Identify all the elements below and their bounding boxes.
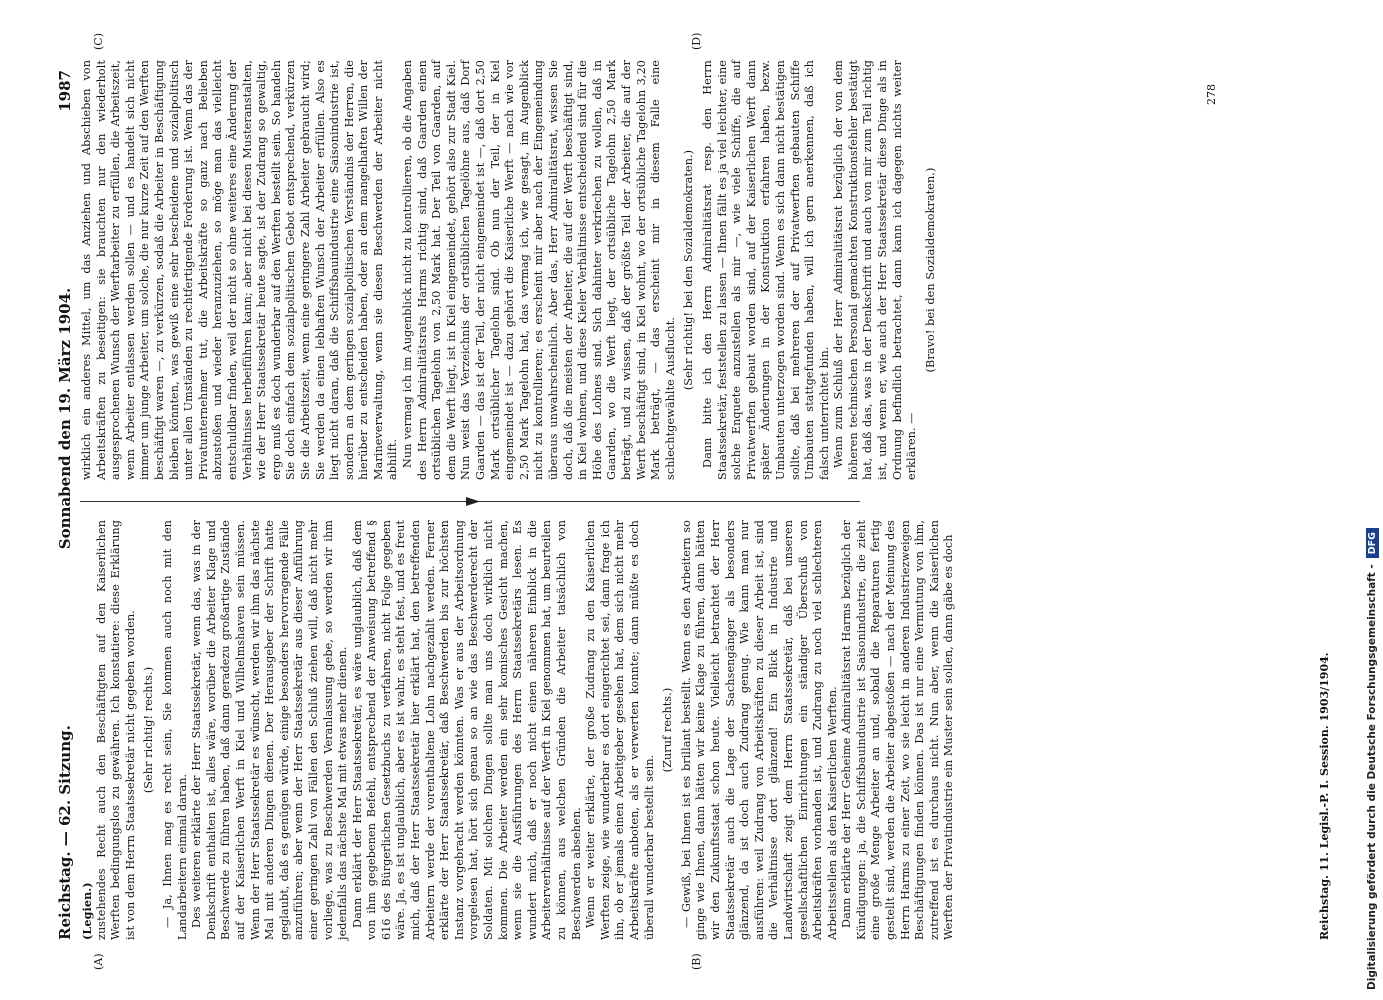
header-left: Reichstag. — 62. Sitzung. (56, 725, 74, 940)
right-paragraph-1: wirklich ein anderes Mittel, um das Anziehen und Abschieben von Arbeitskräften zu beseitigen: sie brauchten nur den wiederholt ausgesprochenen Wunsch der Werftarbeiter zu erfüllen, die Arbeitszeit, wenn Arbeiter entlassen werden sollen — und es handelt sich nicht immer um junge Arbeiter, um solche, die nur kurze Zeit auf den Werften beschäftigt waren —, zu verkürzen, sodaß die Arbeiter in Beschäftigung bleiben könnten, was gewiß eine sehr bescheidene und sozialpolitisch unter allen Umständen zu rechtfertigende Forderung ist. Wenn das der Privatunternehmer tut, die Arbeitskräfte so ganz nach Belieben abzustoßen und wieder heranzuziehen, so möge man das vielleicht entschuldbar finden, weil der nicht so ohne weiteres eine Änderung der Verhältnisse herbeiführen kann; aber nicht bei diesen Musteranstalten, wie der Herr Staatssekretär heute sagte, ist der Zudrang so gewaltig, ergo muß es doch wunderbar auf den Werften bestellt sein. So handeln Sie doch einfach dem sozialpolitischen Gebot entsprechend, verkürzen Sie die Arbeitszeit, wenn eine geringere Zahl Arbeiter gebraucht wird; Sie werden da einen lebhaften Wunsch der Arbeiter erfüllen. Also es liegt nicht daran, daß die Schiffsbauindustrie eine Saisonindustrie ist, sondern an dem geringen sozialpolitischen Verständnis der Herren, die hierüber zu entscheiden haben, oder an dem mangelhaften Willen der Marineverwaltung, wenn sie diesen Beschwerden der Arbeiter nicht abhilft. (80, 60, 400, 480)
margin-letter-d: (D) (690, 32, 703, 50)
header-center: Sonnabend den 19. März 1904. (56, 287, 74, 550)
right-column (80, 60, 942, 480)
right-interjection-2: (Bravo! bei den Sozialdemokraten.) (923, 167, 937, 373)
left-paragraph-7: Dann erklärte der Herr Geheime Admiralitätsrat Harms bezüglich der Kündigungen: ja, die Schiffsbauindustrie ist Saisonindustrie, die zieht eine große Menge Arbeiter an und, sobald die Reparaturen fertig gestellt sind, werden die Arbeiter abgestoßen — nach der Meinung des Herrn Harms zu einer Zeit, wo sie leicht in anderen Industriezweigen Beschäftigungen finden können. Das ist nur eine Vermutung von ihm, zutreffend ist es durchaus nicht. Nun aber, wenn die Kaiserlichen Werften der Privatindustrie ein Muster sein sollen, dann gäbe es doch (840, 520, 956, 940)
dfg-logo-icon: DFG (1366, 528, 1379, 558)
left-paragraph-2: — Ja, Ihnen mag es recht sein, Sie kommen auch noch mit den Landarbeitern einmal daran. (160, 520, 189, 940)
right-paragraph-2: Nun vermag ich im Augenblick nicht zu kontrollieren, ob die Angaben des Herrn Admiralitätsrats Harms richtig sind, daß Gaarden einen ortsüblichen Tagelohn von 2,50 Mark hat. Der Teil von Gaarden, auf dem die Werft liegt, ist in Kiel eingemeindet, gehört also zur Stadt Kiel. Nun weist das Verzeichnis der ortsüblichen Tagelöhne aus, daß Dorf Gaarden — das ist der Teil, der nicht eingemeindet ist —, daß dort 2,50 Mark ortsüblicher Tagelohn sind. Ob nun der Teil, der in Kiel eingemeindet ist — dazu gehört die Kaiserliche Werft — nach wie vor 2,50 Mark Tagelohn hat, das vermag ich, wie gesagt, im Augenblick nicht zu kontrollieren; es erscheint mir aber nach der Eingemeindung überaus unwahrscheinlich. Aber das, Herr Admiralitätsrat, wissen Sie doch, daß die meisten der Arbeiter, die auf der Werft beschäftigt sind, in Kiel wohnen, und diese Kieler Verhältnisse entscheidend sind für die Höhe des Lohnes sind. Sich dahinter verkriechen zu wollen, daß in Gaarden, wo die Werft liegt, der ortsübliche Tagelohn 2,50 Mark beträgt, und zu wissen, daß der größte Teil der Arbeiter, die auf der Werft beschäftigt sind, in Kiel wohnt, wo der ortsübliche Tagelohn 3,20 Mark beträgt, — das erscheint mir in diesem Falle eine schlechtgewählte Ausflucht. (401, 60, 677, 480)
left-interjection-1: (Sehr richtig! rechts.) (142, 666, 156, 794)
right-paragraph-3: Dann bitte ich den Herrn Admiralitätsrat resp. den Herrn Staatssekretär, feststellen zu lassen — Ihnen fällt es ja viel leichter, eine solche Enquete anzustellen als mir —, wie viele Schiffe, die auf Privatwerften gebaut worden sind, auf der Kaiserlichen Werft dann später Änderungen in der Konstruktion erfahren haben, bezw. Umbauten unterzogen worden sind. Wenn es sich dann nicht bestätigen sollte, daß bei mehreren der auf Privatwerften gebauten Schiffe Umbauten stattgefunden haben, will ich gern anerkennen, daß ich falsch unterrichtet bin. (700, 60, 831, 480)
left-column (80, 520, 957, 940)
divider-arrow-icon (466, 496, 480, 507)
credit-text: Digitalisierung gefördert durch die Deutsche Forschungsgemeinschaft - (1366, 564, 1378, 990)
margin-letter-b: (B) (690, 953, 703, 970)
left-paragraph-5: Wenn er weiter erklärte, der große Zudrang zu den Kaiserlichen Werften zeige, wie wunderbar es dort eingerichtet sei, dann frage ich ihn, ob er jemals einen Arbeitgeber gesehen hat, dem sich nicht mehr Arbeitskräfte anboten, als er verwerten konnte; dann müßte es doch überall wunderbar bestellt sein. (584, 520, 656, 940)
dfg-credit (1363, 0, 1381, 990)
margin-letter-a: (A) (92, 953, 105, 970)
page-bottom-number: 278 (1205, 84, 1218, 105)
right-paragraph-4: Wenn zum Schluß der Herr Admiralitätsrat bezüglich der von dem höheren technischen Personal gemachten Konstruktionsfehler bestätigt hat, daß das, was in der Denkschrift und auch von mir zum Teil richtig ist, und wenn er, wie auch der Herr Staatssekretär diese Dinge als in Ordnung befindlich betrachtet, dann kann ich dagegen nichts weiter erklären. — (832, 60, 919, 480)
right-interjection-1: (Sehr richtig! bei den Sozialdemokraten.) (682, 149, 696, 391)
left-paragraph-6: — Gewiß, bei Ihnen ist es brillant bestellt. Wenn es den Arbeitern so ginge wie Ihnen, dann hätten wir keine Klage zu führen, dann hätten wir den Zukunftsstaat schon heute. Vielleicht betrachtet der Herr Staatssekretär auch die Lage der Sachsengänger als besonders glänzend, da ist doch auch Zudrang genug. Wie kann man nur ausführen: weil Zudrang von Arbeitskräften zu dieser Arbeit ist, sind die Verhältnisse dort glänzend! Ein Blick in Industrie und Landwirtschaft zeigt dem Herrn Staatssekretär, daß bei unseren gesellschaftlichen Einrichtungen ein ständiger Überschuß von Arbeitskräften vorhanden ist, und Zudrang zu noch viel schlechteren Arbeitsstellen als den Kaiserlichen Werften. (679, 520, 839, 940)
margin-letter-c: (C) (92, 33, 105, 50)
left-paragraph-1: zustehendes Recht auch den Beschäftigten auf den Kaiserlichen Werften bedingungslos zu gewähren. Ich konstatiere: diese Erklärung ist von dem Herrn Staatssekretär nicht gegeben worden. (94, 520, 137, 940)
speaker-tag: (Legien.) (80, 882, 94, 940)
left-paragraph-4: Dann erklärt der Herr Staatssekretär, es wäre unglaublich, daß dem von ihm gegebenen Befehl, entsprechend der Anweisung betreffend § 616 des Bürgerlichen Gesetzbuchs zu verfahren, nicht Folge gegeben wäre. Ja, es ist unglaublich, aber es ist wahr, es steht fest, und es freut mich, daß der Herr Staatssekretär hier erklärt hat, den betreffenden Arbeitern werde der vorenthaltene Lohn nachgezahlt werden. Ferner erklärte der Herr Staatssekretär, daß Beschwerden bis zur höchsten Instanz vorgebracht werden könnten. Was er aus der Arbeitsordnung vorgelesen hat, hört sich genau so an wie das Beschwerderecht der Soldaten. Mit solchen Dingen sollte man uns doch wirklich nicht kommen. Die Arbeiter werden ein sehr komisches Gesicht machen, wenn sie die Ausführungen des Herrn Staatssekretärs lesen. Es wundert mich, daß er noch nicht einen näheren Einblick in die Arbeiterverhältnisse auf der Werft in Kiel genommen hat, um beurteilen zu können, aus welchen Gründen die Arbeiter tatsächlich von Beschwerden absehen. (350, 520, 583, 940)
page-header (38, 70, 74, 940)
page-footer: Reichstag. 11. Legisl.-P. I. Session. 1903/1904. (1318, 652, 1331, 940)
left-paragraph-3: Des weiteren erklärte der Herr Staatssekretär, wenn das, was in der Denkschrift enthalten ist, alles wäre, worüber die Arbeiter Klage und Beschwerde zu führen haben, daß dann geradezu großartige Zustände auf der Kaiserlichen Werft in Kiel und Wilhelmshaven sein müssen. Wenn der Herr Staatssekretär es wünscht, werden wir ihm das nächste Mal mit anderen Dingen dienen. Der Herausgeber der Schrift hatte geglaubt, daß es genügen würde, einige besonders hervorragende Fälle anzuführen; aber wenn der Herr Staatssekretär aus dieser Anführung einer geringen Zahl von Fällen den Schluß ziehen will, daß nicht mehr vorliege, was zu Beschwerden Veranlassung gebe, so werden wir ihm jedenfalls das nächste Mal mit etwas mehr dienen. (190, 520, 350, 940)
header-page-number: 1987 (56, 70, 74, 112)
left-interjection-2: (Zuruf rechts.) (661, 687, 675, 773)
